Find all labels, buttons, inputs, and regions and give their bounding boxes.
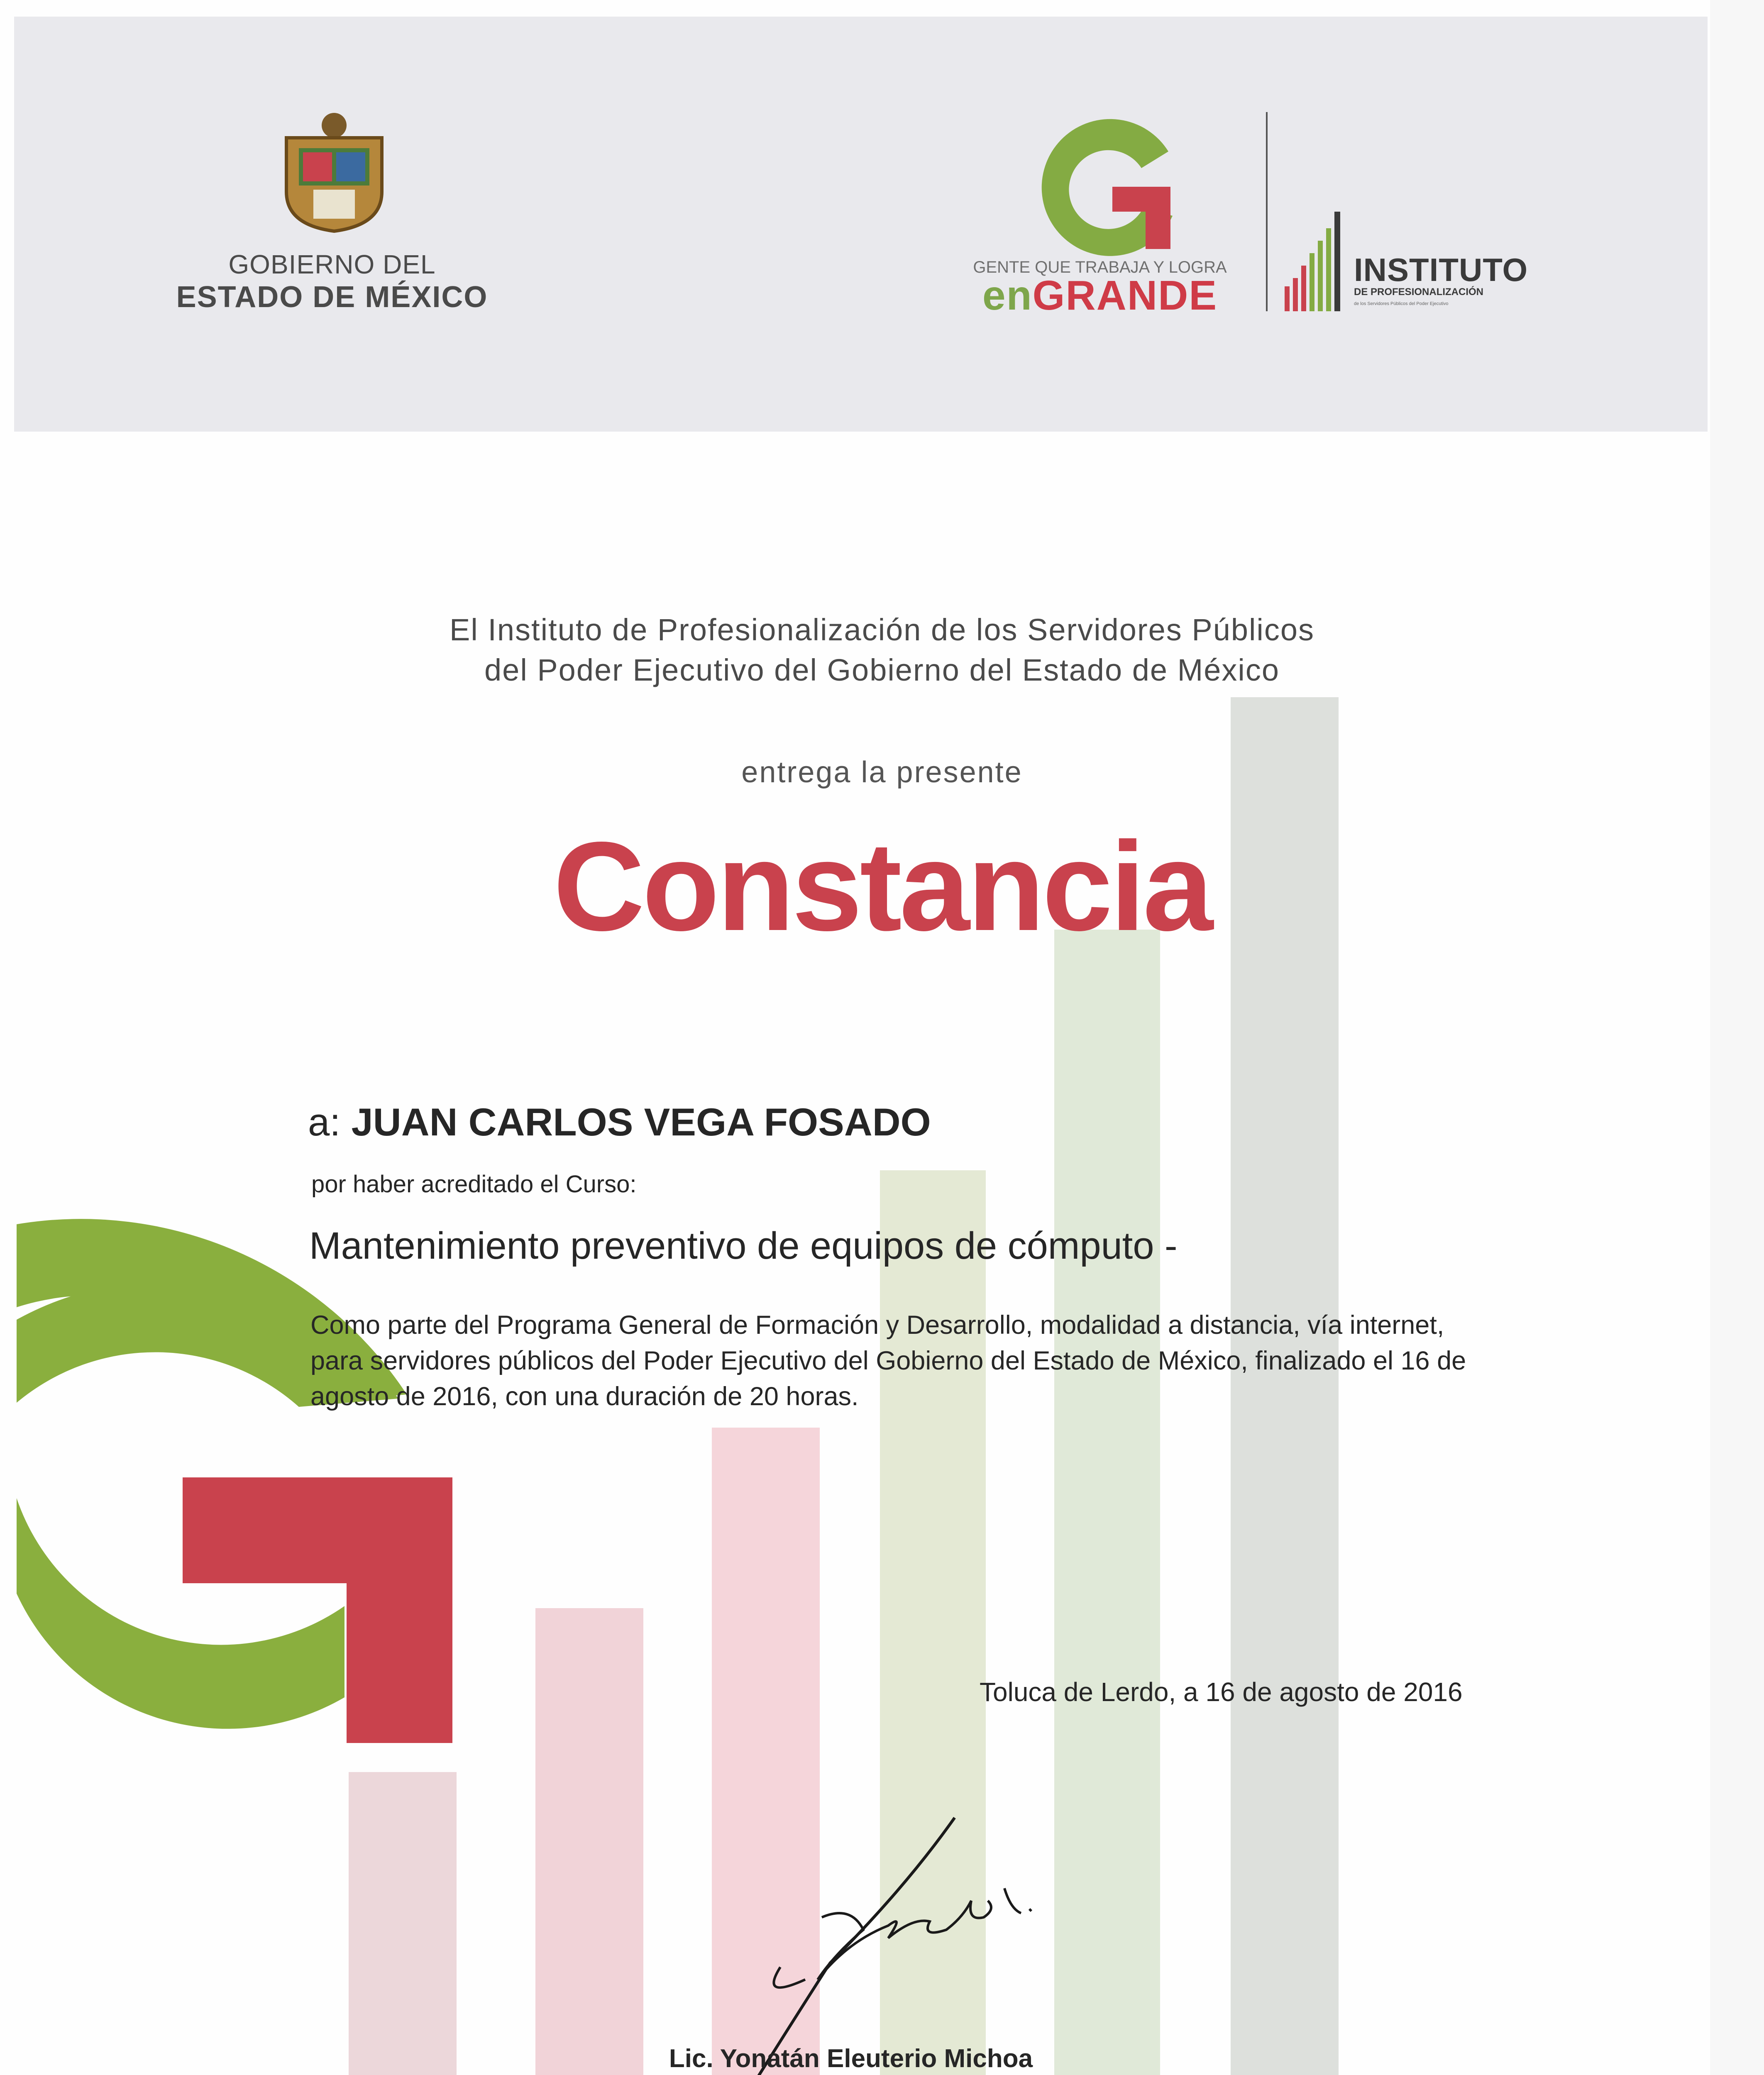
signer-name: Lic. Yonatán Eleuterio Michoa <box>669 2044 1033 2073</box>
logo-divider <box>1266 112 1268 311</box>
campaign-name <box>955 272 1245 320</box>
presents-text: entrega la presente <box>741 756 1023 789</box>
reason-text: por haber acreditado el Curso: <box>311 1171 637 1198</box>
place-date: Toluca de Lerdo, a 16 de agosto de 2016 <box>980 1677 1463 1707</box>
coat-of-arms-icon <box>278 109 390 233</box>
government-name-line1: GOBIERNO DEL <box>228 249 436 279</box>
recipient-name: JUAN CARLOS VEGA FOSADO <box>351 1100 931 1144</box>
course-name: Mantenimiento preventivo de equipos de cómputo - <box>309 1225 1178 1267</box>
institute-subtitle: DE PROFESIONALIZACIÓN <box>1354 286 1484 298</box>
institute-tagline: de los Servidores Públicos del Poder Ejecutivo <box>1354 301 1449 306</box>
campaign-name-part1: en <box>982 272 1033 319</box>
signature <box>656 1805 1054 2075</box>
institute-name: INSTITUTO <box>1354 251 1528 288</box>
course-description: Como parte del Programa General de Formación y Desarrollo, modalidad a distancia, vía internet, para servidores públicos del Poder Ejecutivo del Gobierno del Estado de México, finalizado el 16 de agosto de 2016, con una duración de 20 horas. <box>310 1311 1466 1411</box>
document-title: Constancia <box>553 815 1211 957</box>
bar-graph-icon <box>1283 208 1349 311</box>
campaign-name-part2: GRANDE <box>1032 272 1218 319</box>
issuer-line2: del Poder Ejecutivo del Gobierno del Estado de México <box>484 653 1280 687</box>
issuer-line1: El Instituto de Profesionalización de los Servidores Públicos <box>449 613 1315 647</box>
government-name-line2: ESTADO DE MÉXICO <box>176 281 488 314</box>
recipient <box>308 1100 931 1145</box>
campaign-slogan: GENTE QUE TRABAJA Y LOGRA <box>973 258 1227 276</box>
recipient-prefix: a: <box>308 1100 341 1144</box>
g-logo-icon <box>1029 112 1187 270</box>
